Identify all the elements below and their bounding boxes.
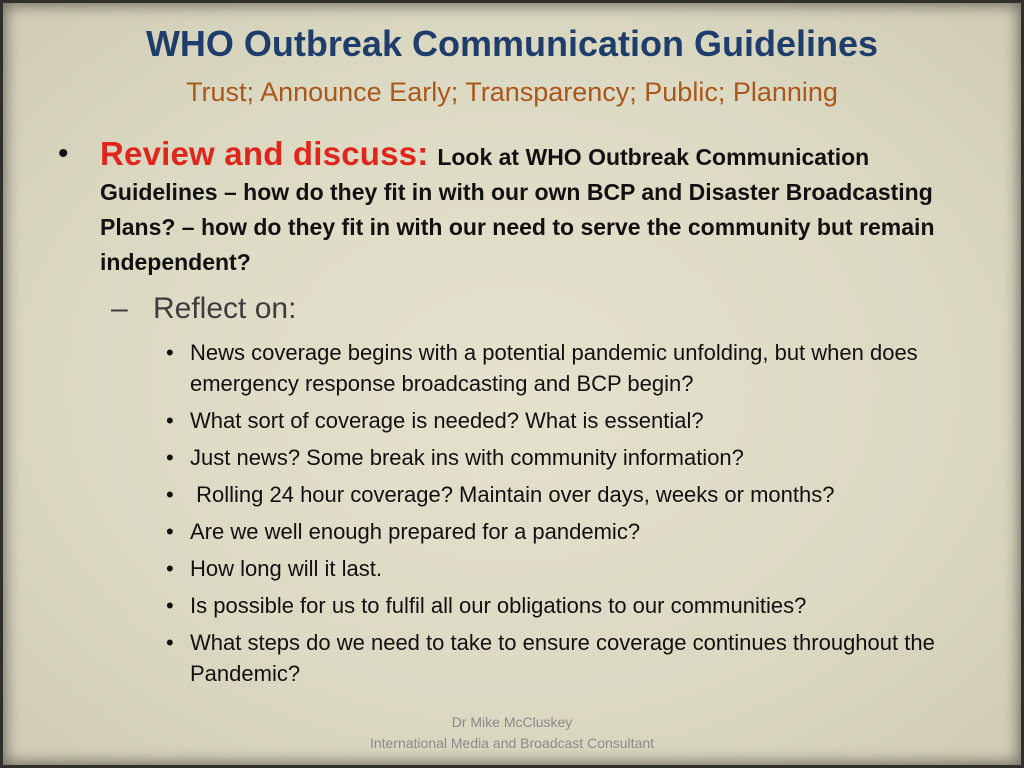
main-bullet [58,135,960,280]
list-item [166,337,970,399]
list-item [166,553,970,584]
slide-title: WHO Outbreak Communication Guidelines [145,23,879,64]
bullet-icon: • [166,593,174,618]
bullet-icon: • [166,482,174,507]
bullet-icon: • [166,340,174,365]
bullet-icon: • [166,519,174,544]
question-text: Just news? Some break ins with community information? [190,445,744,470]
sub-bullet [111,290,297,328]
footer-author: Dr Mike McCluskey [451,714,573,730]
bullet-icon: • [166,630,174,655]
list-item [166,627,970,689]
footer-role: International Media and Broadcast Consultant [369,735,655,751]
bullet-icon: • [166,408,174,433]
bullet-icon: • [166,445,174,470]
list-item [166,516,970,547]
question-text: Are we well enough prepared for a pandemic? [190,519,641,544]
question-text: News coverage begins with a potential pandemic unfolding, but when does emergency response broadcasting and BCP begin? [190,340,918,396]
list-item [166,405,970,436]
question-text: Rolling 24 hour coverage? Maintain over days, weeks or months? [190,482,835,507]
main-bullet-lead: Review and discuss: [100,135,429,172]
dash-icon: – [111,292,128,325]
list-item [166,479,970,510]
slide-subtitle: Trust; Announce Early; Transparency; Public; Planning [186,77,838,107]
bullet-icon: • [58,137,69,170]
question-text: How long will it last. [190,556,382,581]
main-bullet-body: Look at WHO Outbreak Communication Guidelines – how do they fit in with our own BCP and Disaster Broadcasting Plans? – how do they fit in with our need to serve the community but remain independent? [100,144,935,275]
bullet-icon: • [166,556,174,581]
list-item [166,442,970,473]
slide-footer [0,712,1024,754]
list-item [166,590,970,621]
question-text: What sort of coverage is needed? What is essential? [190,408,704,433]
question-text: What steps do we need to take to ensure coverage continues throughout the Pandemic? [190,630,935,686]
question-list [166,337,970,695]
question-text: Is possible for us to fulfil all our obligations to our communities? [190,593,807,618]
sub-bullet-label: Reflect on: [153,292,297,325]
